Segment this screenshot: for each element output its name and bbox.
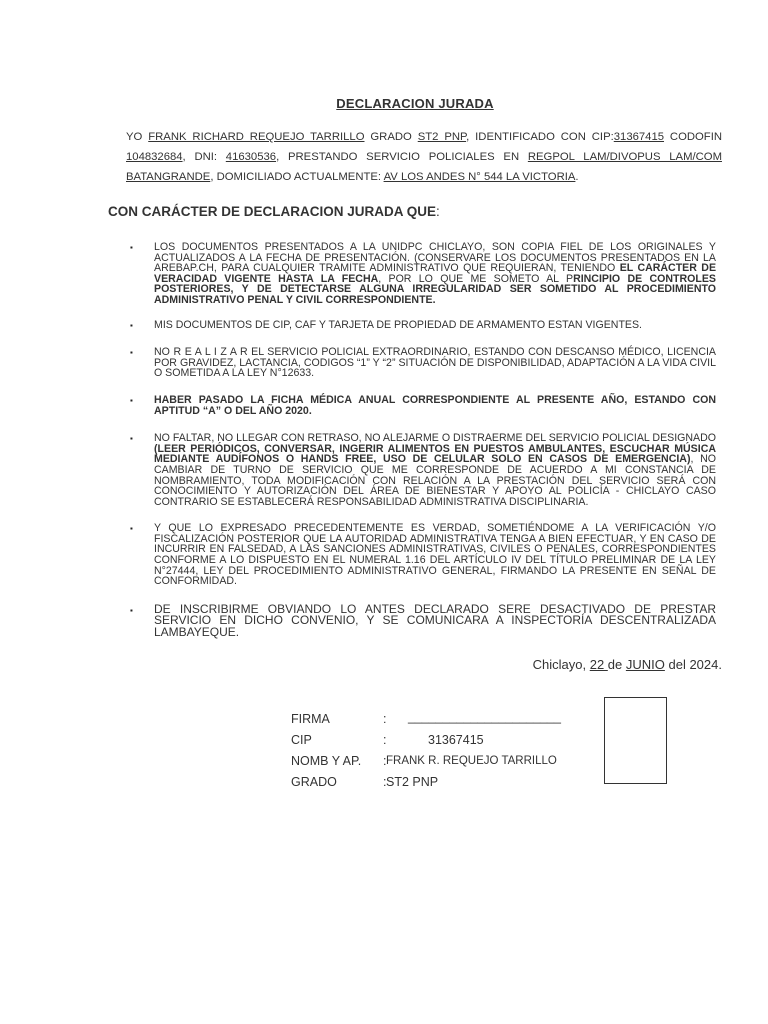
item-text: , NO CAMBIAR DE TURNO DE SERVICIO QUE ME CORRESPONDE DE ACUERDO A MI CONSTANCIA DE NOMBRAMIENTO, TODA MODIFICACIÓN CON RELACIÓN A LA PRESTACIÓN DEL SERVICIO SERÁ CON CONOCIMIENTO Y AUTORIZACIÓN DEL ÁREA DE BIENESTAR Y APOYO AL POLICÍA - CHICLAYO CASO CONTRARIO SE ESTABLECERÁ RESPONSABILIDAD ADMINISTRATIVA DISCIPLINARIA. (154, 453, 716, 508)
item-text: NO FALTAR, NO LLEGAR CON RETRASO, NO ALEJARME O DISTRAERME DEL SERVICIO POLICIAL DESIGNADO (154, 432, 716, 445)
nomb-separator: : (383, 754, 387, 768)
firma-separator: : (383, 712, 387, 726)
item-bold-text: HABER PASADO LA FICHA MÉDICA ANUAL CORRESPONDIENTE AL PRESENTE AÑO, ESTANDO CON APTITUD “A” O DEL AÑO 2020. (154, 393, 716, 417)
intro-yo: YO (126, 131, 149, 143)
item-text: , POR LO QUE ME SOMETO AL P (378, 272, 574, 285)
declarant-codofin: 104832684 (126, 151, 183, 163)
grado-value: ST2 PNP (386, 775, 439, 789)
item-text: LOS DOCUMENTOS PRESENTADOS A LA UNIDPC CHICLAYO, SON COPIA FIEL DE LOS ORIGINALES Y ACTUALIZADOS A LA FECHA DE PRESENTACIÓN. (CONSERVARE LOS DOCUMENTOS PRESENTADOS EN LA AREBAP.CH, PARA CUALQUIER TRAMITE ADMINISTRATIVO QUE REQUIERAN, TENIENDO (154, 241, 716, 275)
cip-label: CIP (291, 733, 312, 747)
date-line (533, 657, 722, 672)
nomb-value: FRANK R. REQUEJO TARRILLO (386, 755, 557, 767)
declaration-item (130, 523, 716, 587)
item-text: DE INSCRIBIRME OBVIANDO LO ANTES DECLARADO SERE DESACTIVADO DE PRESTAR SERVICIO EN DICHO CONVENIO, Y SE COMUNICARA A INSPECTORÍA DESCENTRALIZADA LAMBAYEQUE. (154, 601, 716, 639)
intro-end: . (575, 171, 579, 183)
address-label: , DOMICILIADO ACTUALMENTE: (210, 171, 384, 183)
section-heading-colon: : (436, 204, 440, 219)
item-text: NO R E A L I Z A R EL SERVICIO POLICIAL EXTRAORDINARIO, ESTANDO CON DESCANSO MÉDICO, LICENCIA POR GRAVIDEZ, LACTANCIA, CODIGOS “1” Y “2” SITUACIÓN DE DISPONIBILIDAD, ADAPTACIÓN A LA VIDA CIVIL O SOMETIDA A LA LEY N°12633. (154, 346, 716, 380)
declaration-item (130, 601, 716, 639)
bullet-icon: ▪ (130, 320, 133, 330)
date-month: JUNIO (625, 657, 665, 672)
declarant-grado: ST2 PNP (417, 131, 467, 143)
fingerprint-box (604, 697, 667, 784)
declaration-item (130, 320, 716, 331)
section-heading (108, 204, 440, 219)
declarant-cip: 31367415 (613, 131, 665, 143)
page-title: DECLARACION JURADA (336, 96, 494, 111)
section-heading-text: CON CARÁCTER DE DECLARACION JURADA QUE (108, 204, 437, 219)
bullet-icon: ▪ (130, 524, 133, 534)
date-year: 2024 (689, 657, 719, 672)
cip-value: 31367415 (428, 733, 484, 747)
cip-separator: : (383, 733, 387, 747)
declarant-unit: REGPOL LAM/DIVOPUS LAM/COM BATANGRANDE (126, 151, 722, 183)
date-del: del (664, 657, 690, 672)
declaration-item (130, 395, 716, 416)
codofin-label: CODOFIN (664, 131, 723, 143)
cip-label: , IDENTIFICADO CON CIP: (466, 131, 614, 143)
item-text: MIS DOCUMENTOS DE CIP, CAF Y TARJETA DE PROPIEDAD DE ARMAMENTO ESTAN VIGENTES. (154, 318, 642, 331)
grado-separator: : (383, 775, 387, 789)
bullet-icon: ▪ (130, 395, 133, 405)
item-text: Y QUE LO EXPRESADO PRECEDENTEMENTE ES VERDAD, SOMETIÉNDOME A LA VERIFICACIÓN Y/O FISCALIZACIÓN POSTERIOR QUE LA AUTORIDAD ADMINISTRATIVA TENGA A BIEN EFECTUAR, Y EN CASO DE INCURRIR EN FALSEDAD, A LAS SANCIONES ADMINISTRATIVAS, CIVILES O PENALES, CORRESPONDIENTES CONFORME A LO DISPUESTO EN EL NUMERAL 1.16 DEL ARTÍCULO IV DEL TÍTULO PRELIMINAR DE LA LEY N°27444, LEY DEL PROCEDIMIENTO ADMINISTRATIVO GENERAL, FIRMANDO LA PRESENTE EN SEÑAL DE CONFORMIDAD. (154, 522, 716, 588)
declarant-paragraph (126, 127, 722, 187)
declarant-address: AV LOS ANDES N° 544 LA VICTORIA (383, 171, 576, 183)
declaration-item (130, 242, 716, 306)
nomb-label: NOMB Y AP. (291, 754, 362, 768)
date-city: Chiclayo, (532, 657, 590, 672)
grado-label: GRADO (291, 775, 337, 789)
item-bold-text: (LEER PERIÓDICOS, CONVERSAR, INGERIR ALIMENTOS EN PUESTOS AMBULANTES, ESCUCHAR MÚSICA MEDIANTE AUDÍFONOS O HANDS FREE, USO DE CELULAR SOLO EN CASOS DE EMERGENCIA) (154, 442, 716, 466)
grado-label: GRADO (364, 131, 418, 143)
signature-line: ______________________ (408, 710, 561, 724)
date-de: de (607, 657, 626, 672)
firma-label: FIRMA (291, 712, 330, 726)
item-bold-text: RINCIPIO DE CONTROLES POSTERIORES, Y DE DETECTARSE ALGUNA IRREGULARIDAD SER SOMETIDO AL PROCEDIMIENTO ADMINISTRATIVO PENAL Y CIVIL CORRESPONDIENTE. (154, 272, 716, 306)
bullet-icon: ▪ (130, 434, 133, 444)
date-day: 22 (589, 657, 608, 672)
date-end: . (718, 657, 722, 672)
declaration-list (130, 242, 716, 650)
declarant-dni: 41630536 (225, 151, 277, 163)
item-bold-text: EL CARÁCTER DE VERACIDAD VIGENTE HASTA LA FECHA (154, 262, 717, 285)
dni-label: , DNI: (182, 151, 226, 163)
declaration-item (130, 347, 716, 379)
declarant-name: FRANK RICHARD REQUEJO TARRILLO (148, 131, 365, 143)
bullet-icon: ▪ (130, 243, 133, 252)
service-label: , PRESTANDO SERVICIO POLICIALES EN (276, 151, 528, 163)
declaration-item (130, 433, 716, 507)
bullet-icon: ▪ (130, 605, 133, 615)
bullet-icon: ▪ (130, 348, 133, 358)
